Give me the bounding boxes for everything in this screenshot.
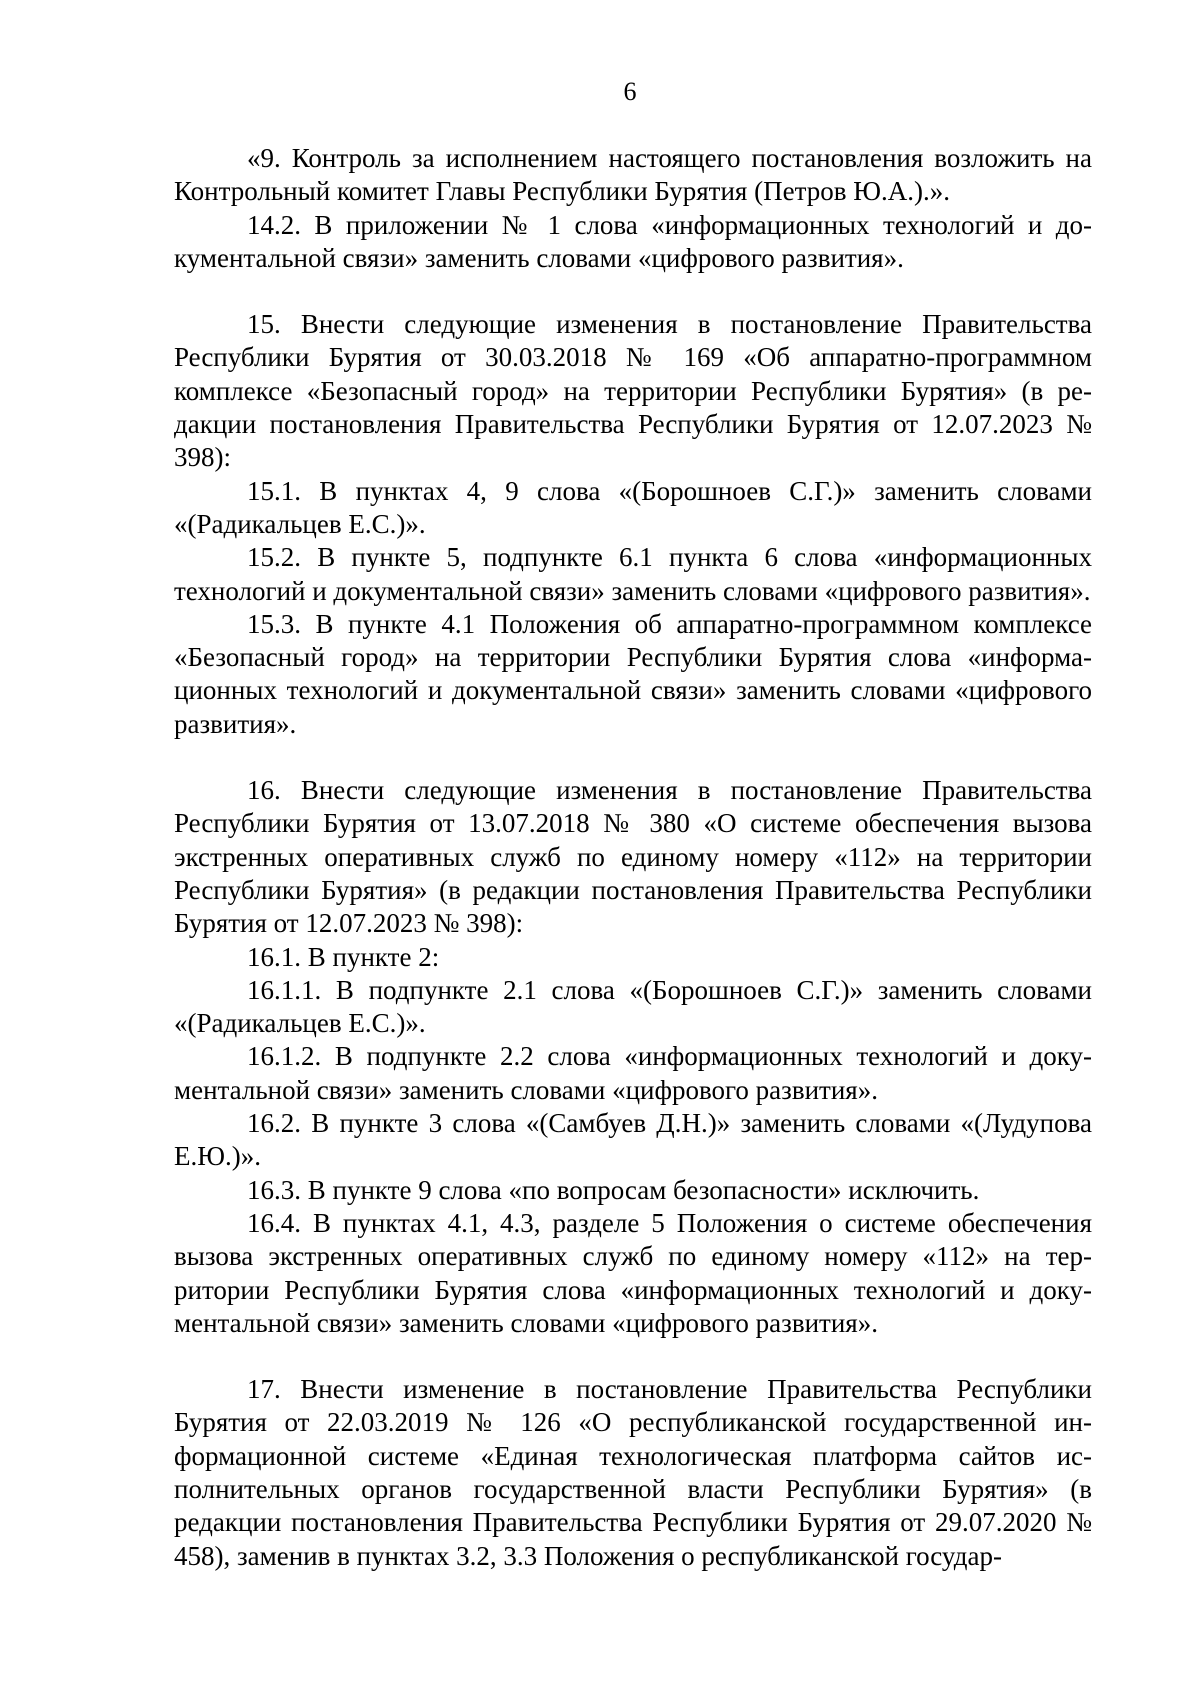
- paragraph-16-1-2: 16.1.2. В подпункте 2.2 слова «информационных технологий и документальной связи» заменить словами «цифрового развития».: [174, 1041, 1092, 1105]
- paragraph-16: 16. Внести следующие изменения в постановление Правительства Республики Бурятия от 13.07.2018 № 380 «О системе обеспечения вызова экстренных оперативных служб по единому номеру «112» на территории Республики Бурятия» (в редакции постановления Правительства Республики Бурятия от 12.07.2023 № 398):: [174, 775, 1092, 939]
- paragraph-15: 15. Внести следующие изменения в постановление Правительства Республики Бурятия от 30.03.2018 № 169 «Об аппаратно-программном комплексе «Безопасный город» на территории Республики Бурятия» (в редакции постановления Правительства Республики Бурятия от 12.07.2023 № 398):: [174, 309, 1092, 473]
- paragraph-15-3: 15.3. В пункте 4.1 Положения об аппаратно-программном комплексе «Безопасный город» на территории Республики Бурятия слова «информационных технологий и документальной связи» заменить словами «цифрового развития».: [174, 608, 1092, 739]
- section-spacer: [174, 275, 1092, 308]
- paragraph-9-control: «9. Контроль за исполнением настоящего постановления возложить на Контрольный комитет Главы Республики Бурятия (Петров Ю.А.).».: [174, 143, 1092, 207]
- paragraph-16-1: 16.1. В пункте 2:: [247, 941, 440, 972]
- paragraph-17: 17. Внести изменение в постановление Правительства Республики Бурятия от 22.03.2019 № 126 «О республиканской государственной информационной системе «Единая технологическая платформа сайтов исполнительных органов государственной власти Республики Бурятия» (в редакции постановления Правительства Республики Бурятия от 29.07.2020 № 458), заменив в пунктах 3.2, 3.3 Положения о республиканской государ-: [174, 1374, 1092, 1571]
- section-spacer: [174, 741, 1092, 774]
- page-number: 6: [623, 77, 637, 106]
- paragraph-15-1: 15.1. В пунктах 4, 9 слова «(Борошноев С.Г.)» заменить словами «(Радикальцев Е.С.)».: [174, 475, 1092, 539]
- paragraph-16-1-1: 16.1.1. В подпункте 2.1 слова «(Борошноев С.Г.)» заменить словами «(Радикальцев Е.С.)».: [174, 974, 1092, 1039]
- document-body: [174, 142, 1092, 1573]
- paragraph-16-2: 16.2. В пункте 3 слова «(Самбуев Д.Н.)» заменить словами «(Лудупова Е.Ю.)».: [174, 1108, 1092, 1172]
- paragraph-14-2: 14.2. В приложении № 1 слова «информационных технологий и документальной связи» заменить словами «цифрового развития».: [174, 209, 1092, 273]
- paragraph-16-3: 16.3. В пункте 9 слова «по вопросам безопасности» исключить.: [247, 1174, 980, 1205]
- paragraph-16-4: 16.4. В пунктах 4.1, 4.3, разделе 5 Положения о системе обеспечения вызова экстренных оперативных служб по единому номеру «112» на территории Республики Бурятия слова «информационных технологий и документальной связи» заменить словами «цифрового развития».: [174, 1207, 1092, 1338]
- paragraph-15-2: 15.2. В пункте 5, подпункте 6.1 пункта 6 слова «информационных технологий и документальной связи» заменить словами «цифрового развития».: [174, 542, 1092, 606]
- section-spacer: [174, 1340, 1092, 1373]
